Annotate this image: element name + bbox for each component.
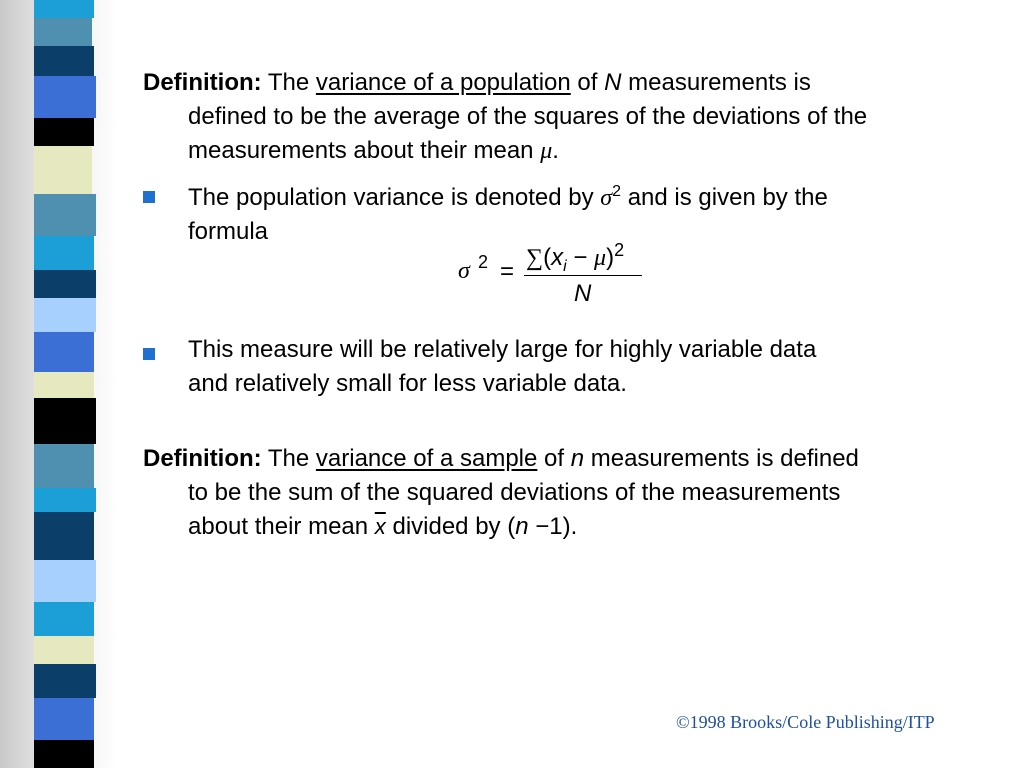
color-block-strip <box>34 0 98 768</box>
text: about their mean <box>188 513 375 540</box>
bullet-line-2: and relatively small for less variable data. <box>188 370 627 397</box>
text: and is given by the <box>621 184 828 211</box>
variance-formula <box>458 236 658 316</box>
exponent: 2 <box>478 252 489 272</box>
definition-sample-variance <box>143 442 1003 544</box>
text: −1). <box>528 513 578 540</box>
term-sample-variance: variance of a sample <box>315 445 538 472</box>
text: of <box>570 69 605 96</box>
definition-population-variance <box>143 66 1003 168</box>
text: The population variance is denoted by <box>188 184 601 211</box>
variable-x: x <box>551 244 564 271</box>
text: The <box>261 445 316 472</box>
text: The <box>261 69 316 96</box>
exponent: 2 <box>612 183 622 200</box>
variable-n: n <box>570 445 585 472</box>
sigma-symbol: σ <box>458 258 470 284</box>
numerator <box>526 240 624 276</box>
bullet-line-2: formula <box>188 218 269 245</box>
bullet-marker <box>143 191 155 203</box>
definition-line-2: defined to be the average of the squares of the deviations of the <box>188 103 868 130</box>
bullet-line-1: This measure will be relatively large for highly variable data <box>188 336 817 363</box>
equals-sign: = <box>500 258 515 285</box>
fraction-bar <box>524 275 642 276</box>
text: measurements about their mean <box>188 137 541 164</box>
paren: ( <box>543 244 552 271</box>
text: of <box>537 445 571 472</box>
variable-N: N <box>604 69 622 96</box>
text: . <box>552 137 559 164</box>
sigma-symbol: σ <box>600 185 613 211</box>
denominator-N: N <box>574 280 592 307</box>
x-bar-symbol: $\overline{x}$ <box>374 514 386 539</box>
exponent: 2 <box>614 240 625 260</box>
subscript-i: i <box>563 257 567 275</box>
text: measurements is <box>621 69 811 96</box>
definition-label: Definition: <box>143 445 262 472</box>
mu-symbol: μ <box>540 138 553 164</box>
bullet-variability-note <box>188 333 1008 401</box>
mu-symbol: μ <box>594 245 607 271</box>
sum-symbol: ∑ <box>526 245 544 271</box>
definition-label: Definition: <box>143 69 262 96</box>
bullet-marker <box>143 348 155 360</box>
term-population-variance: variance of a population <box>315 69 571 96</box>
text: measurements is defined <box>584 445 859 472</box>
minus-sign: − <box>573 244 588 271</box>
text: divided by ( <box>385 513 516 540</box>
decorative-sidebar <box>0 0 118 768</box>
definition-line-2: to be the sum of the squared deviations of the measurements <box>188 479 841 506</box>
paren: ) <box>606 244 615 271</box>
copyright-footer: ©1998 Brooks/Cole Publishing/ITP <box>676 712 935 732</box>
variable-n: n <box>515 513 529 540</box>
